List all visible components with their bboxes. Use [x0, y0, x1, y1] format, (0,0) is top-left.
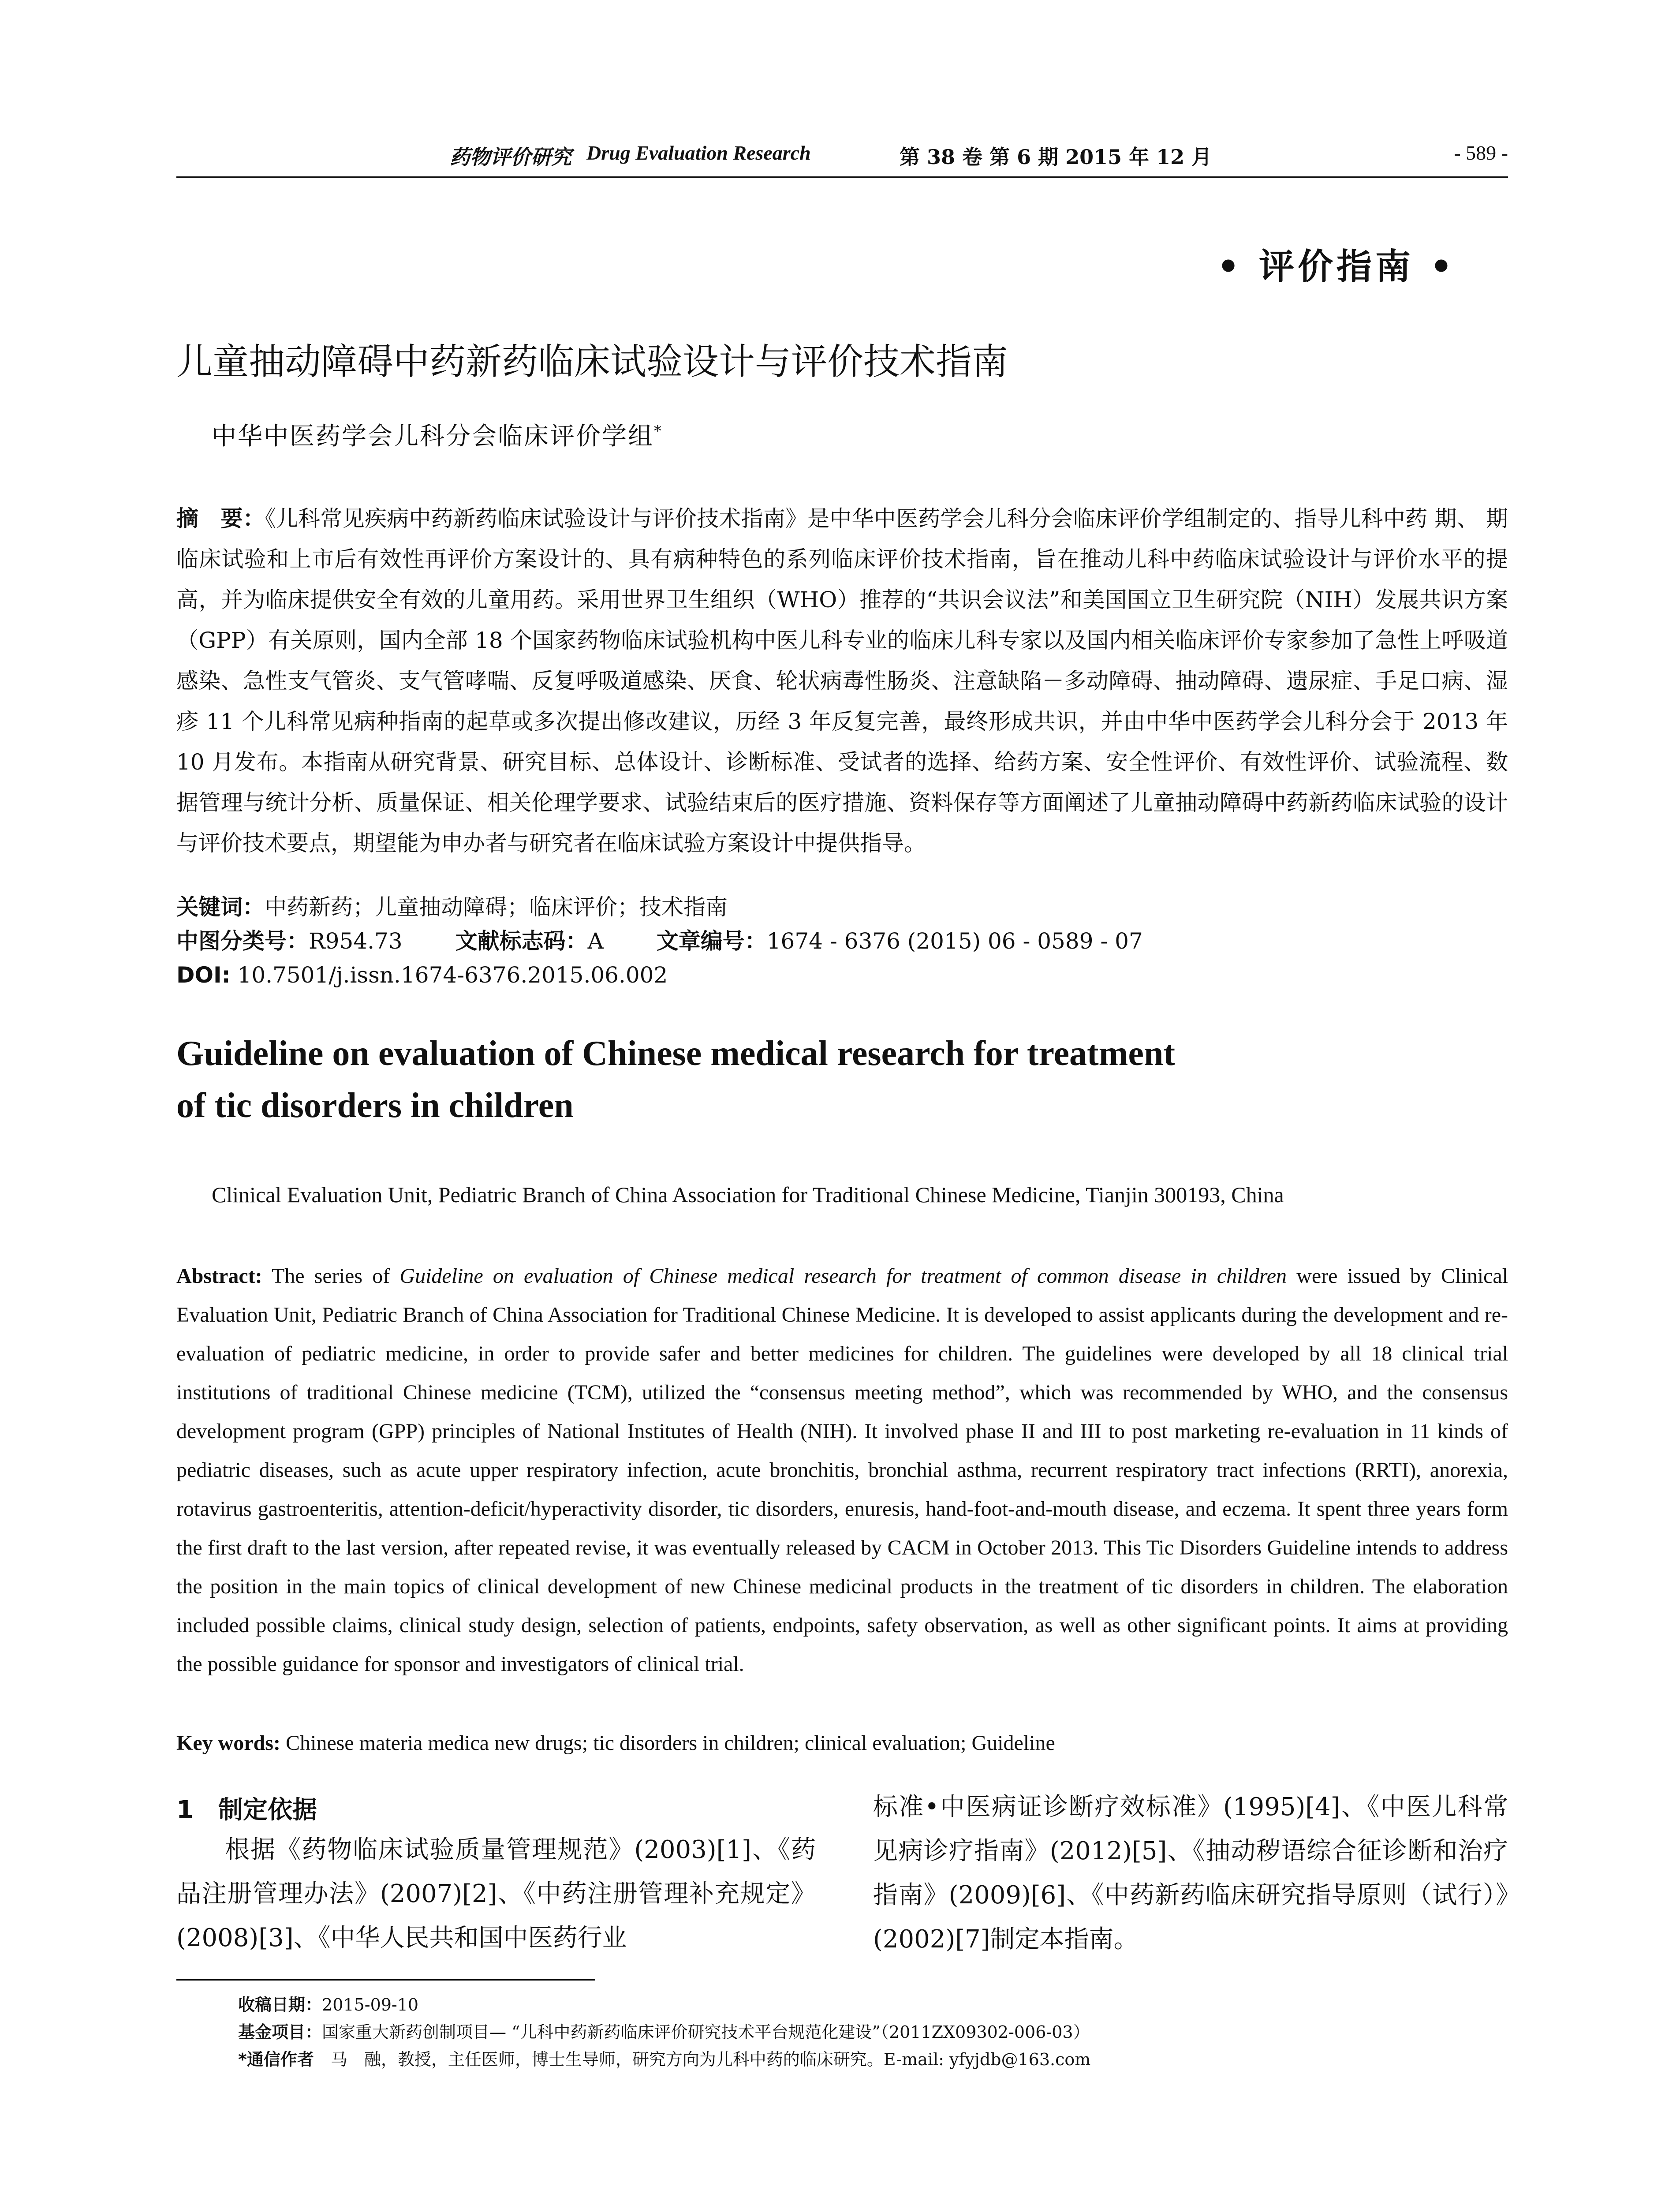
author-name: 中华中医药学会儿科分会临床评价学组 [212, 422, 654, 451]
doi-label: DOI: [176, 962, 231, 988]
keywords-text-cn: 中药新药；儿童抽动障碍；临床评价；技术指南 [265, 894, 728, 920]
section-1-heading: 1 制定依据 [176, 1796, 317, 1824]
classification-line [176, 925, 1508, 957]
english-title-line-1: Guideline on evaluation of Chinese medical research for treatment [176, 1034, 1175, 1073]
abstract-label-en: Abstract: [176, 1264, 262, 1288]
header-rule [176, 176, 1508, 178]
page-number: - 589 - [1454, 142, 1508, 164]
english-title-line-2: of tic disorders in children [176, 1086, 574, 1125]
section-1-right-column: 标准•中医病证诊断疗效标准》(1995)[4]、《中医儿科常见病诊疗指南》(2012)[5]、《抽动秽语综合征诊断和治疗指南》(2009)[6]、《中药新药临床研究指导原则（试行）》(2002)[7]制定本指南。 [873, 1793, 1508, 1954]
abstract-series-title: Guideline on evaluation of Chinese medical research for treatment of common disease in children [399, 1264, 1287, 1288]
article-number-value: 1674 - 6376 (2015) 06 - 0589 - 07 [766, 928, 1143, 954]
abstract-label-cn: 摘 要： [176, 506, 265, 531]
chinese-title: 儿童抽动障碍中药新药临床试验设计与评价技术指南 [176, 341, 1008, 383]
issue-info: 第 38 卷 第 6 期 2015 年 12 月 [900, 145, 1212, 169]
chinese-abstract [176, 498, 1508, 863]
keywords-text-en: Chinese materia medica new drugs; tic disorders in children; clinical evaluation; Guideline [285, 1731, 1055, 1755]
footnote-fund: 基金项目：国家重大新药创制项目— “儿科中药新药临床评价研究技术平台规范化建设”（2011ZX09302-006-03） [238, 2022, 1090, 2042]
footnotes [238, 1991, 1508, 2073]
running-header [176, 141, 1508, 176]
abstract-lead-en: The series of [271, 1264, 390, 1288]
footnote-correspondence: *通信作者 马 融，教授，主任医师，博士生导师，研究方向为儿科中药的临床研究。E-mail: yfyjdb@163.com [238, 2050, 1091, 2069]
doi-value[interactable]: 10.7501/j.issn.1674-6376.2015.06.002 [237, 962, 668, 988]
keywords-label-en: Key words: [176, 1731, 280, 1755]
column-label: • 评价指南 • [1217, 246, 1456, 287]
english-abstract [176, 1257, 1508, 1684]
doc-code-value: A [587, 928, 604, 954]
english-affiliation: Clinical Evaluation Unit, Pediatric Branch of China Association for Traditional Chinese Medicine, Tianjin 300193, China [212, 1182, 1284, 1207]
doc-code-label: 文献标志码： [455, 928, 588, 954]
footnote-rule [176, 1979, 595, 1981]
doi-line [176, 959, 1508, 991]
english-title [176, 1028, 1455, 1132]
abstract-text-en: were issued by Clinical Evaluation Unit, Pediatric Branch of China Association for Traditional Chinese Medicine. It is developed to assist applicants during the development and re-evaluation of pediatric medicine, in order to provide safer and better medicines for children. The guidelines were developed by all 18 clinical trial institutions of traditional Chinese medicine (TCM), utilized the “consensus meeting method”, which was recommended by WHO, and the consensus development program (GPP) principles of National Institutes of Health (NIH). It involved phase II and III to post marketing re-evaluation in 11 kinds of pediatric diseases, such as acute upper respiratory infection, acute bronchitis, bronchial asthma, recurrent respiratory tract infections (RRTI), anorexia, rotavirus gastroenteritis, attention-deficit/hyperactivity disorder, tic disorders, enuresis, hand-foot-and-mouth disease, and eczema. It spent three years form the first draft to the last version, after repeated revise, it was eventually released by CACM in October 2013. This Tic Disorders Guideline intends to address the position in the main topics of clinical development of new Chinese medicinal products in the treatment of tic disorders in children. The elaboration included possible claims, clinical study design, selection of patients, endpoints, safety observation, as well as other significant points. It aims at providing the possible guidance for sponsor and investigators of clinical trial. [176, 1264, 1508, 1676]
clc-value: R954.73 [309, 928, 403, 954]
journal-logo-cn: 药物评价研究 [450, 145, 571, 169]
author-mark: * [654, 422, 663, 440]
english-keywords [176, 1731, 1508, 1755]
chinese-author [212, 417, 663, 452]
chinese-keywords [176, 891, 1508, 923]
section-1-left-column: 根据《药物临床试验质量管理规范》(2003)[1]、《药品注册管理办法》(2007)[2]、《中药注册管理补充规定》(2008)[3]、《中华人民共和国中医药行业 [176, 1835, 816, 1952]
footnote-received: 收稿日期：2015-09-10 [238, 1995, 419, 2014]
article-number-label: 文章编号： [656, 928, 767, 954]
abstract-text-cn: 《儿科常见疾病中药新药临床试验设计与评价技术指南》是中华中医药学会儿科分会临床评价学组制定的、指导儿科中药 期、 期临床试验和上市后有效性再评价方案设计的、具有病种特色的系列临床评价技术指南，旨在推动儿科中药临床试验设计与评价水平的提高，并为临床提供安全有效的儿童用药。采用世界卫生组织（WHO）推荐的“共识会议法”和美国国立卫生研究院（NIH）发展共识方案（GPP）有关原则，国内全部 18 个国家药物临床试验机构中医儿科专业的临床儿科专家以及国内相关临床评价专家参加了急性上呼吸道感染、急性支气管炎、支气管哮喘、反复呼吸道感染、厌食、轮状病毒性肠炎、注意缺陷－多动障碍、抽动障碍、遗尿症、手足口病、湿疹 11 个儿科常见病种指南的起草或多次提出修改建议，历经 3 年反复完善，最终形成共识，并由中华中医药学会儿科分会于 2013 年 10 月发布。本指南从研究背景、研究目标、总体设计、诊断标准、受试者的选择、给药方案、安全性评价、有效性评价、试验流程、数据管理与统计分析、质量保证、相关伦理学要求、试验结束后的医疗措施、资料保存等方面阐述了儿童抽动障碍中药新药临床试验的设计与评价技术要点，期望能为申办者与研究者在临床试验方案设计中提供指导。 [176, 506, 1508, 856]
keywords-label-cn: 关键词： [176, 894, 265, 920]
journal-name-en: Drug Evaluation Research [586, 142, 811, 164]
clc-label: 中图分类号： [176, 928, 309, 954]
